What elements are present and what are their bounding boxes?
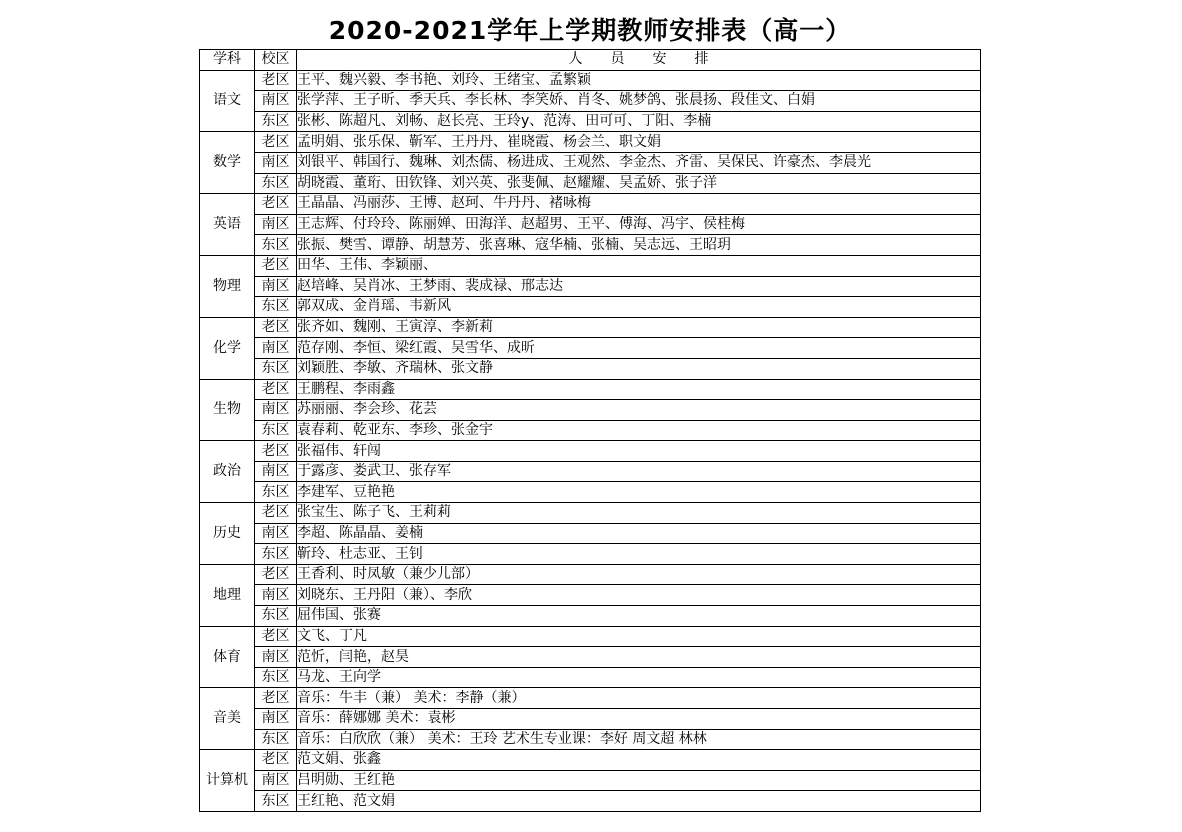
campus-cell: 东区 bbox=[255, 297, 297, 318]
table-row bbox=[200, 111, 981, 132]
table-row bbox=[200, 173, 981, 194]
people-cell: 田华、王伟、李颖丽、 bbox=[297, 255, 981, 276]
campus-cell: 东区 bbox=[255, 544, 297, 565]
people-cell: 王香利、时凤敏（兼少儿部） bbox=[297, 564, 981, 585]
campus-cell: 南区 bbox=[255, 152, 297, 173]
table-row bbox=[200, 729, 981, 750]
people-cell: 郭双成、金肖瑶、韦新风 bbox=[297, 297, 981, 318]
subject-cell: 计算机 bbox=[200, 750, 255, 812]
people-cell: 张振、樊雪、谭静、胡慧芳、张喜琳、寇华楠、张楠、吴志远、王昭玥 bbox=[297, 235, 981, 256]
people-cell: 文飞、丁凡 bbox=[297, 626, 981, 647]
subject-cell: 语文 bbox=[200, 70, 255, 132]
people-cell: 刘银平、韩国行、魏琳、刘杰儒、杨进成、王观然、李金杰、齐雷、吴保民、许豪杰、李晨光 bbox=[297, 152, 981, 173]
people-cell: 刘晓东、王丹阳（兼）、李欣 bbox=[297, 585, 981, 606]
subject-cell: 化学 bbox=[200, 317, 255, 379]
table-row bbox=[200, 317, 981, 338]
campus-cell: 老区 bbox=[255, 688, 297, 709]
campus-cell: 南区 bbox=[255, 400, 297, 421]
people-cell: 王志辉、付玲玲、陈丽婵、田海洋、赵超男、王平、傅海、冯宇、侯桂梅 bbox=[297, 214, 981, 235]
table-row bbox=[200, 709, 981, 730]
people-cell: 王平、魏兴毅、李书艳、刘玲、王绪宝、孟繁颖 bbox=[297, 70, 981, 91]
subject-cell: 音美 bbox=[200, 688, 255, 750]
table-row bbox=[200, 544, 981, 565]
table-row bbox=[200, 91, 981, 112]
campus-cell: 南区 bbox=[255, 276, 297, 297]
header-people: 人 员 安 排 bbox=[297, 50, 981, 71]
table-body bbox=[200, 70, 981, 811]
table-row bbox=[200, 420, 981, 441]
table-row bbox=[200, 667, 981, 688]
people-cell: 张宝生、陈子飞、王莉莉 bbox=[297, 503, 981, 524]
people-cell: 袁春莉、乾亚东、李珍、张金宇 bbox=[297, 420, 981, 441]
table-row bbox=[200, 276, 981, 297]
table-row bbox=[200, 235, 981, 256]
teacher-schedule-table bbox=[199, 49, 981, 812]
campus-cell: 老区 bbox=[255, 750, 297, 771]
campus-cell: 老区 bbox=[255, 317, 297, 338]
campus-cell: 老区 bbox=[255, 503, 297, 524]
people-cell: 李建军、豆艳艳 bbox=[297, 482, 981, 503]
people-cell: 屈伟国、张赛 bbox=[297, 606, 981, 627]
subject-cell: 地理 bbox=[200, 564, 255, 626]
campus-cell: 南区 bbox=[255, 214, 297, 235]
table-row bbox=[200, 297, 981, 318]
people-cell: 王鹏程、李雨鑫 bbox=[297, 379, 981, 400]
people-cell: 靳玲、杜志亚、王钊 bbox=[297, 544, 981, 565]
subject-cell: 政治 bbox=[200, 441, 255, 503]
people-cell: 张彬、陈超凡、刘畅、赵长亮、王玲y、范涛、田可可、丁阳、李楠 bbox=[297, 111, 981, 132]
table-row bbox=[200, 379, 981, 400]
table-row bbox=[200, 441, 981, 462]
subject-cell: 历史 bbox=[200, 503, 255, 565]
table-row bbox=[200, 791, 981, 812]
people-cell: 范忻，闫艳，赵昊 bbox=[297, 647, 981, 668]
table-row bbox=[200, 194, 981, 215]
people-cell: 音乐：牛丰（兼） 美术：李静（兼） bbox=[297, 688, 981, 709]
campus-cell: 东区 bbox=[255, 729, 297, 750]
subject-cell: 生物 bbox=[200, 379, 255, 441]
people-cell: 张福伟、轩闯 bbox=[297, 441, 981, 462]
table-row bbox=[200, 70, 981, 91]
campus-cell: 老区 bbox=[255, 255, 297, 276]
people-cell: 李超、陈晶晶、姜楠 bbox=[297, 523, 981, 544]
campus-cell: 老区 bbox=[255, 379, 297, 400]
table-row bbox=[200, 152, 981, 173]
people-cell: 孟明娟、张乐保、靳军、王丹丹、崔晓霞、杨会兰、职文娟 bbox=[297, 132, 981, 153]
campus-cell: 南区 bbox=[255, 770, 297, 791]
campus-cell: 东区 bbox=[255, 173, 297, 194]
table-row bbox=[200, 338, 981, 359]
table-row bbox=[200, 626, 981, 647]
table-row bbox=[200, 606, 981, 627]
subject-cell: 英语 bbox=[200, 194, 255, 256]
page-title: 2020-2021学年上学期教师安排表（高一） bbox=[328, 16, 852, 45]
table-row bbox=[200, 461, 981, 482]
table-row bbox=[200, 770, 981, 791]
subject-cell: 体育 bbox=[200, 626, 255, 688]
table-row bbox=[200, 255, 981, 276]
people-cell: 张学萍、王子昕、季天兵、李长林、李笑娇、肖冬、姚梦鸽、张晨扬、段佳文、白娟 bbox=[297, 91, 981, 112]
table-row bbox=[200, 750, 981, 771]
campus-cell: 老区 bbox=[255, 70, 297, 91]
campus-cell: 东区 bbox=[255, 235, 297, 256]
subject-cell: 数学 bbox=[200, 132, 255, 194]
campus-cell: 老区 bbox=[255, 441, 297, 462]
campus-cell: 南区 bbox=[255, 91, 297, 112]
header-subject: 学科 bbox=[200, 50, 255, 71]
table-row bbox=[200, 688, 981, 709]
people-cell: 马龙、王向学 bbox=[297, 667, 981, 688]
campus-cell: 东区 bbox=[255, 606, 297, 627]
table-row bbox=[200, 503, 981, 524]
campus-cell: 南区 bbox=[255, 709, 297, 730]
people-cell: 吕明勋、王红艳 bbox=[297, 770, 981, 791]
people-cell: 王红艳、范文娟 bbox=[297, 791, 981, 812]
campus-cell: 老区 bbox=[255, 132, 297, 153]
table-row bbox=[200, 647, 981, 668]
people-cell: 王晶晶、冯丽莎、王博、赵珂、牛丹丹、褚咏梅 bbox=[297, 194, 981, 215]
table-row bbox=[200, 564, 981, 585]
campus-cell: 南区 bbox=[255, 585, 297, 606]
campus-cell: 南区 bbox=[255, 461, 297, 482]
people-cell: 刘颖胜、李敏、齐瑞林、张文静 bbox=[297, 358, 981, 379]
people-cell: 范存刚、李恒、梁红霞、吴雪华、成昕 bbox=[297, 338, 981, 359]
subject-cell: 物理 bbox=[200, 255, 255, 317]
table-row bbox=[200, 358, 981, 379]
people-cell: 于露彦、娄武卫、张存军 bbox=[297, 461, 981, 482]
table-row bbox=[200, 585, 981, 606]
people-cell: 苏丽丽、李会珍、花芸 bbox=[297, 400, 981, 421]
people-cell: 范文娟、张鑫 bbox=[297, 750, 981, 771]
table-row bbox=[200, 132, 981, 153]
campus-cell: 老区 bbox=[255, 564, 297, 585]
header-campus: 校区 bbox=[255, 50, 297, 71]
campus-cell: 东区 bbox=[255, 358, 297, 379]
people-cell: 音乐：白欣欣（兼） 美术：王玲 艺术生专业课：李好 周文超 林林 bbox=[297, 729, 981, 750]
campus-cell: 南区 bbox=[255, 338, 297, 359]
campus-cell: 东区 bbox=[255, 111, 297, 132]
campus-cell: 老区 bbox=[255, 626, 297, 647]
campus-cell: 东区 bbox=[255, 791, 297, 812]
people-cell: 音乐：薛娜娜 美术：袁彬 bbox=[297, 709, 981, 730]
table-row bbox=[200, 400, 981, 421]
campus-cell: 东区 bbox=[255, 667, 297, 688]
campus-cell: 东区 bbox=[255, 482, 297, 503]
campus-cell: 老区 bbox=[255, 194, 297, 215]
people-cell: 胡晓霞、董珩、田钦锋、刘兴英、张斐佩、赵耀耀、吴孟娇、张子洋 bbox=[297, 173, 981, 194]
campus-cell: 南区 bbox=[255, 647, 297, 668]
campus-cell: 南区 bbox=[255, 523, 297, 544]
table-row bbox=[200, 214, 981, 235]
table-row bbox=[200, 482, 981, 503]
people-cell: 赵培峰、吴肖冰、王梦雨、裴成禄、邢志达 bbox=[297, 276, 981, 297]
table-row bbox=[200, 523, 981, 544]
table-header-row bbox=[200, 50, 981, 71]
people-cell: 张齐如、魏刚、王寅淳、李新莉 bbox=[297, 317, 981, 338]
campus-cell: 东区 bbox=[255, 420, 297, 441]
